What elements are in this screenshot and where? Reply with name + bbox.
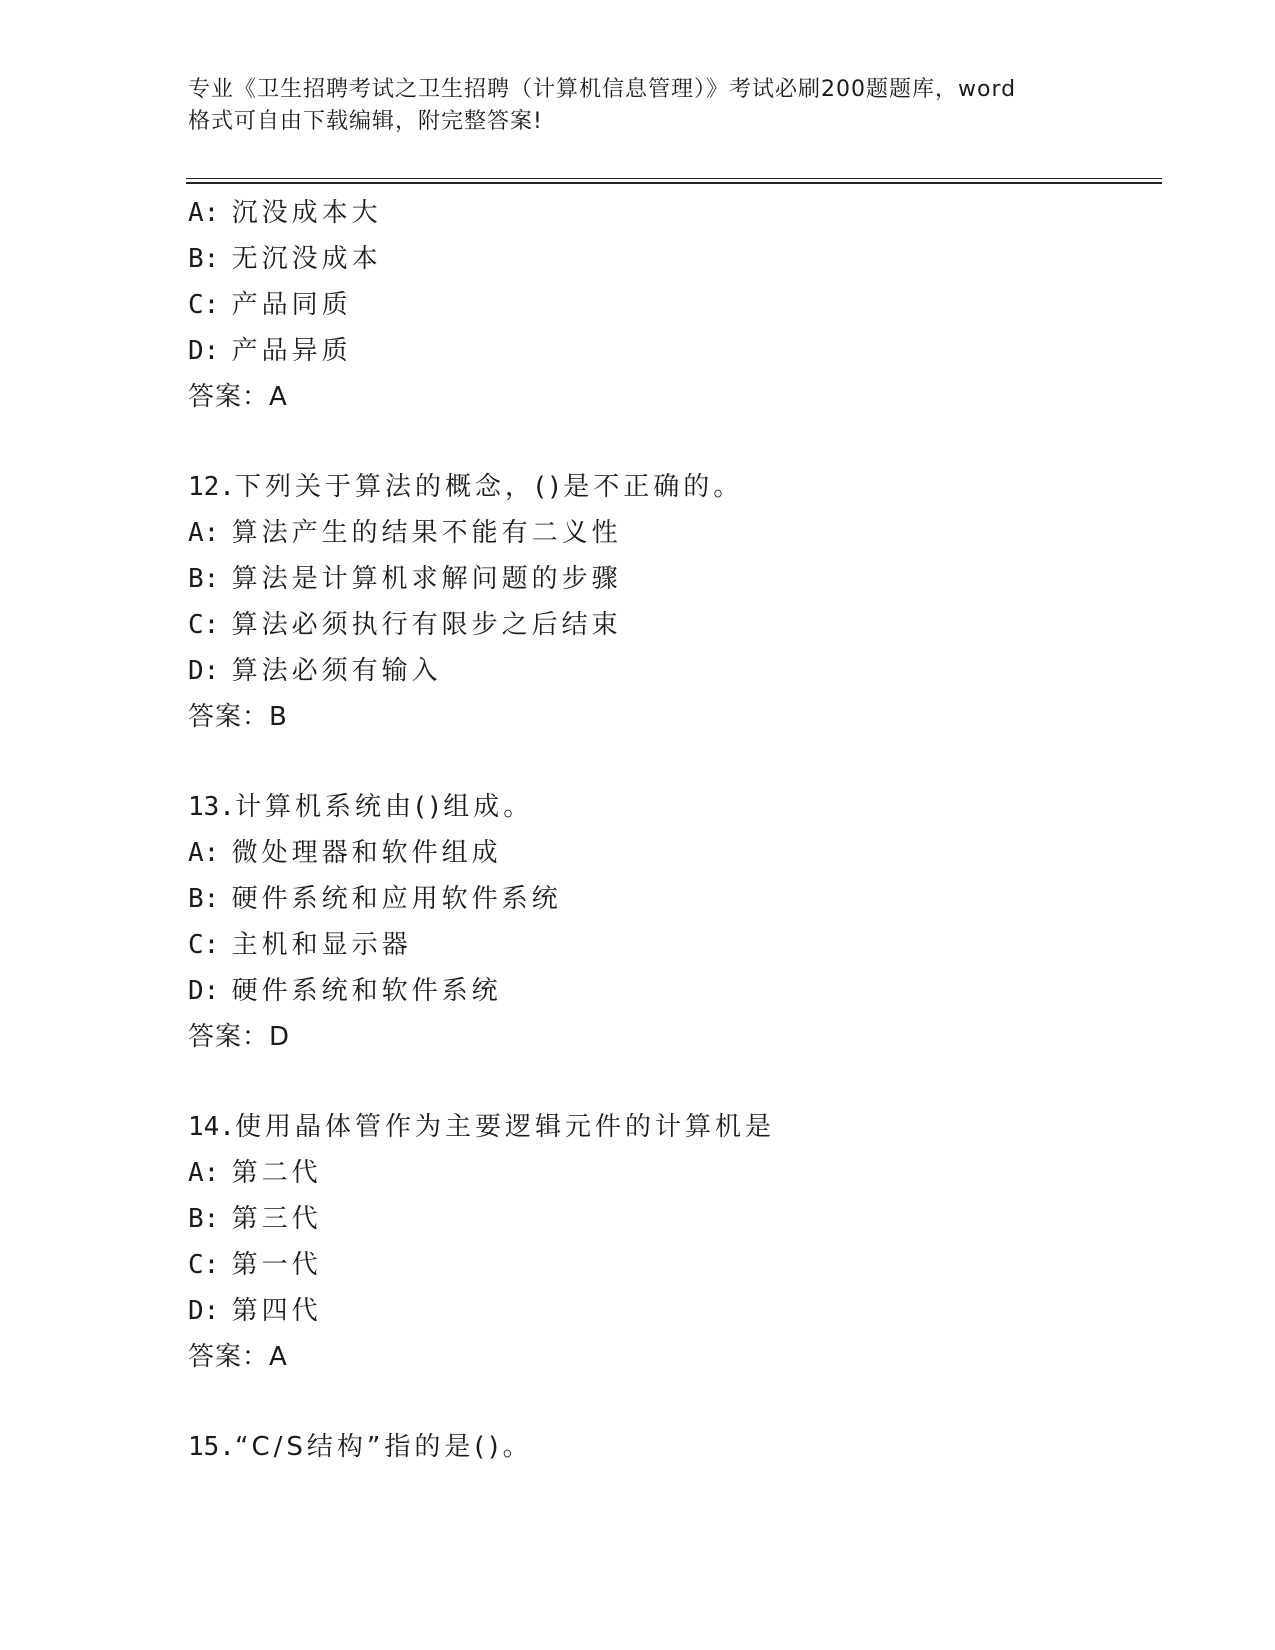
option-b: B: 硬件系统和应用软件系统 [188, 884, 562, 914]
question-stem: 15.“C/S结构”指的是()。 [188, 1432, 533, 1462]
question-stem: 13.计算机系统由()组成。 [188, 792, 534, 822]
question-number: 15. [188, 1432, 235, 1462]
header-divider-bottom [186, 182, 1162, 184]
question-13 [188, 784, 1148, 1060]
option-c: C: 算法必须执行有限步之后结束 [188, 610, 622, 640]
answer-line: 答案：A [188, 382, 288, 412]
option-c: C: 主机和显示器 [188, 930, 412, 960]
option-a: A: 沉没成本大 [188, 198, 382, 228]
question-12 [188, 464, 1148, 740]
answer-line: 答案：D [188, 1022, 291, 1052]
question-number: 14. [188, 1112, 235, 1142]
header-divider-top [186, 178, 1162, 179]
option-a: A: 微处理器和软件组成 [188, 838, 502, 868]
answer-line: 答案：B [188, 702, 288, 732]
option-d: D: 第四代 [188, 1296, 322, 1326]
answer-line: 答案：A [188, 1342, 288, 1372]
option-c: C: 产品同质 [188, 290, 352, 320]
option-b: B: 无沉没成本 [188, 244, 382, 274]
question-11 [188, 190, 1148, 420]
option-b: B: 算法是计算机求解问题的步骤 [188, 564, 622, 594]
document-header [188, 74, 1088, 138]
question-stem: 14.使用晶体管作为主要逻辑元件的计算机是 [188, 1112, 775, 1142]
option-d: D: 算法必须有输入 [188, 656, 442, 686]
option-b: B: 第三代 [188, 1204, 322, 1234]
option-a: A: 算法产生的结果不能有二义性 [188, 518, 622, 548]
question-number: 13. [188, 792, 235, 822]
header-line-1: 专业《卫生招聘考试之卫生招聘（计算机信息管理）》考试必刷200题题库，word [188, 77, 1017, 102]
option-d: D: 硬件系统和软件系统 [188, 976, 502, 1006]
question-14 [188, 1104, 1148, 1380]
question-stem: 12.下列关于算法的概念，()是不正确的。 [188, 472, 744, 502]
option-d: D: 产品异质 [188, 336, 352, 366]
option-a: A: 第二代 [188, 1158, 322, 1188]
question-number: 12. [188, 472, 235, 502]
header-line-2: 格式可自由下载编辑，附完整答案! [188, 109, 543, 134]
option-c: C: 第一代 [188, 1250, 322, 1280]
question-15 [188, 1424, 1148, 1470]
question-list [188, 190, 1148, 1470]
